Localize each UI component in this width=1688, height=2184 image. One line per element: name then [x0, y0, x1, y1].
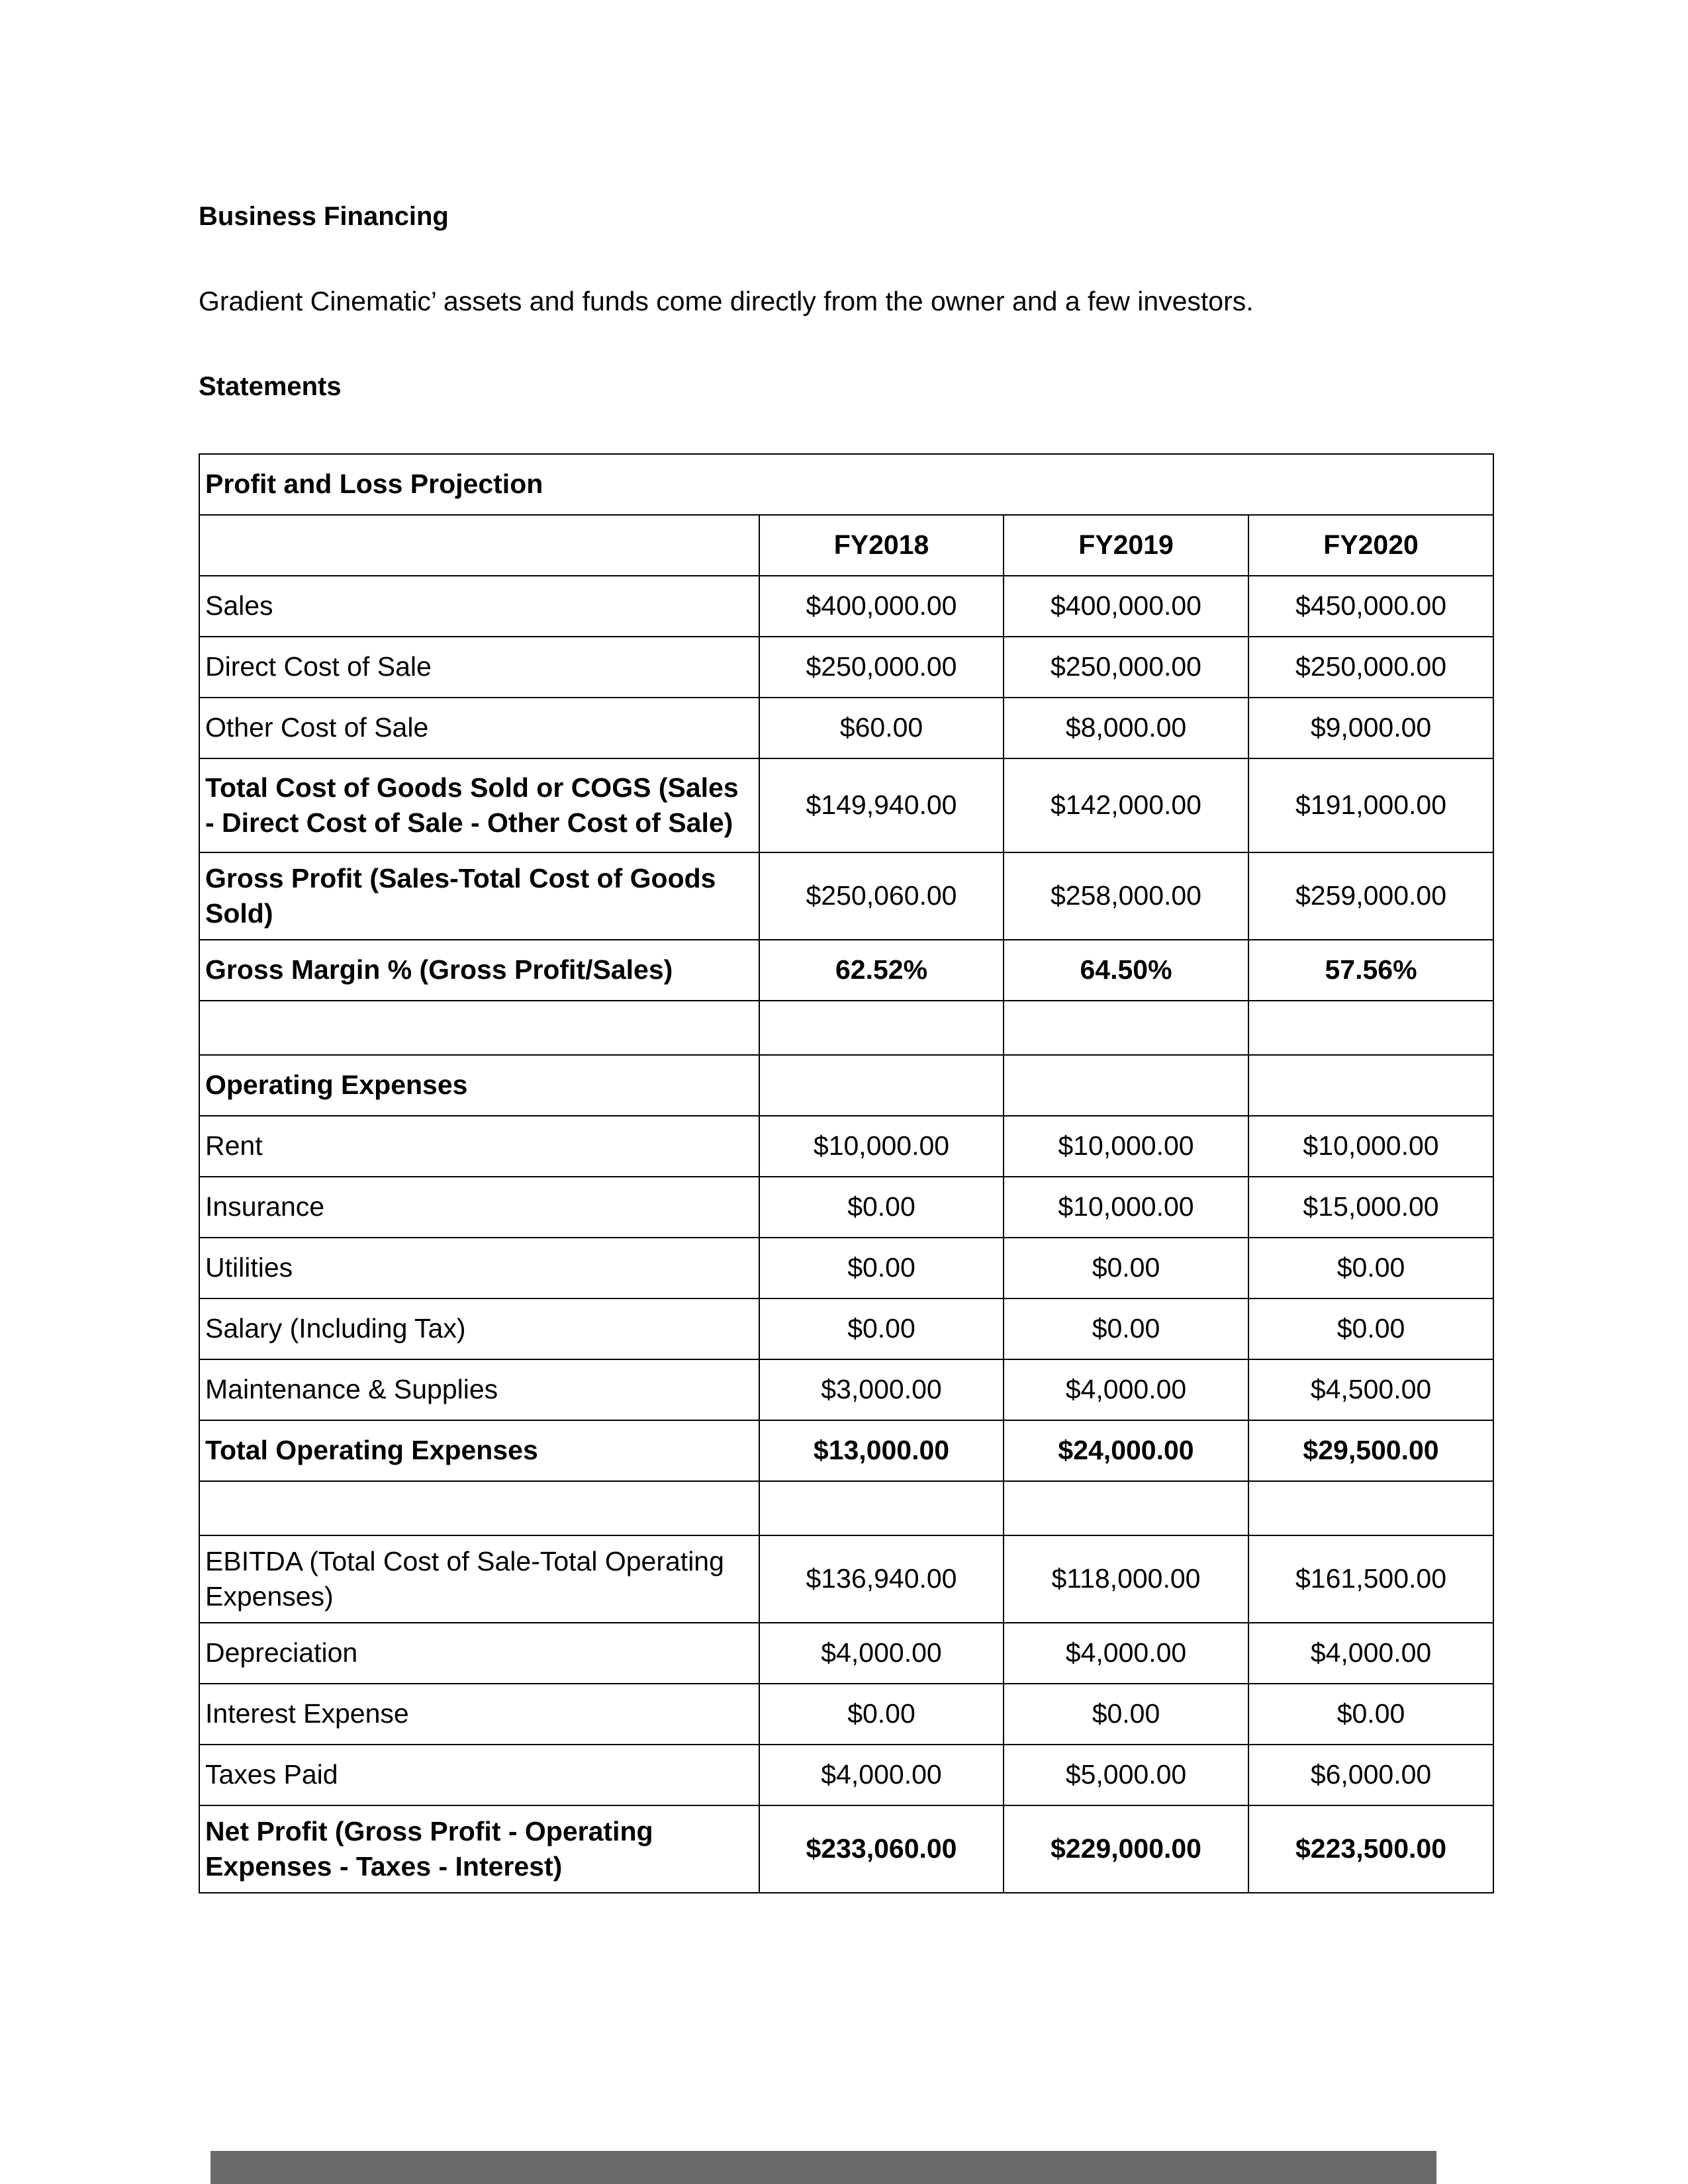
cell-fy2020: $0.00: [1248, 1298, 1493, 1359]
cell-fy2019: $8,000.00: [1004, 698, 1248, 758]
cell-fy2018: 62.52%: [759, 940, 1004, 1001]
row-label: Insurance: [199, 1177, 759, 1238]
cell-fy2020: $10,000.00: [1248, 1116, 1493, 1177]
row-label: Gross Profit (Sales-Total Cost of Goods Sold): [199, 852, 759, 940]
cell-fy2018: $3,000.00: [759, 1359, 1004, 1420]
cell-fy2019: $10,000.00: [1004, 1177, 1248, 1238]
statements-heading: Statements: [199, 372, 342, 401]
table-row-other-cost: [199, 698, 1493, 758]
section-label: Operating Expenses: [199, 1055, 759, 1116]
row-label: Total Cost of Goods Sold or COGS (Sales - Direct Cost of Sale - Other Cost of Sale): [199, 758, 759, 852]
footer-bar: [211, 2151, 1436, 2184]
cell-fy2019: $4,000.00: [1004, 1623, 1248, 1684]
cell-fy2018: $136,940.00: [759, 1535, 1004, 1623]
cell-fy2019: $0.00: [1004, 1238, 1248, 1298]
row-label: EBITDA (Total Cost of Sale-Total Operating Expenses): [199, 1535, 759, 1623]
table-row-salary: [199, 1298, 1493, 1359]
row-label: Total Operating Expenses: [199, 1420, 759, 1481]
table-row-direct-cost: [199, 637, 1493, 698]
cell-fy2019: $400,000.00: [1004, 576, 1248, 637]
cell-fy2019: $0.00: [1004, 1684, 1248, 1745]
cell-fy2020: $191,000.00: [1248, 758, 1493, 852]
table-row-gross-margin: [199, 940, 1493, 1001]
table-row-operating-expenses-header: [199, 1055, 1493, 1116]
table-row-rent: [199, 1116, 1493, 1177]
table-row-depreciation: [199, 1623, 1493, 1684]
cell-fy2020: $259,000.00: [1248, 852, 1493, 940]
cell-fy2018: $13,000.00: [759, 1420, 1004, 1481]
table-row-ebitda: [199, 1535, 1493, 1623]
cell-fy2018: $60.00: [759, 698, 1004, 758]
table-title: Profit and Loss Projection: [199, 454, 1493, 515]
table-row-cogs: [199, 758, 1493, 852]
column-header-fy2018: FY2018: [759, 515, 1004, 576]
cell-fy2018: $10,000.00: [759, 1116, 1004, 1177]
table-row-spacer: [199, 1001, 1493, 1055]
cell-fy2020: $6,000.00: [1248, 1745, 1493, 1805]
row-label: Salary (Including Tax): [199, 1298, 759, 1359]
cell-fy2019: $229,000.00: [1004, 1805, 1248, 1893]
column-header-fy2019: FY2019: [1004, 515, 1248, 576]
row-label: Depreciation: [199, 1623, 759, 1684]
cell-fy2020: $223,500.00: [1248, 1805, 1493, 1893]
row-label: Sales: [199, 576, 759, 637]
cell-fy2018: $0.00: [759, 1238, 1004, 1298]
table-row-maintenance: [199, 1359, 1493, 1420]
row-label: Rent: [199, 1116, 759, 1177]
row-label: Taxes Paid: [199, 1745, 759, 1805]
cell-fy2019: $5,000.00: [1004, 1745, 1248, 1805]
cell-fy2019: $118,000.00: [1004, 1535, 1248, 1623]
cell-fy2020: $4,000.00: [1248, 1623, 1493, 1684]
column-header-fy2020: FY2020: [1248, 515, 1493, 576]
table-title-row: [199, 454, 1493, 515]
cell-fy2020: $250,000.00: [1248, 637, 1493, 698]
cell-fy2019: $0.00: [1004, 1298, 1248, 1359]
cell-fy2018: $233,060.00: [759, 1805, 1004, 1893]
row-label: Direct Cost of Sale: [199, 637, 759, 698]
table-row-gross-profit: [199, 852, 1493, 940]
table-row-spacer: [199, 1481, 1493, 1535]
table-row-utilities: [199, 1238, 1493, 1298]
cell-fy2020: $0.00: [1248, 1684, 1493, 1745]
cell-fy2020: $161,500.00: [1248, 1535, 1493, 1623]
row-label: Other Cost of Sale: [199, 698, 759, 758]
cell-fy2018: $0.00: [759, 1177, 1004, 1238]
table-row-interest-expense: [199, 1684, 1493, 1745]
cell-fy2019: $258,000.00: [1004, 852, 1248, 940]
row-label: Net Profit (Gross Profit - Operating Expenses - Taxes - Interest): [199, 1805, 759, 1893]
cell-fy2020: $4,500.00: [1248, 1359, 1493, 1420]
profit-loss-table: [199, 453, 1494, 1893]
cell-fy2018: $4,000.00: [759, 1745, 1004, 1805]
cell-fy2020: $29,500.00: [1248, 1420, 1493, 1481]
cell-fy2020: 57.56%: [1248, 940, 1493, 1001]
business-financing-heading: Business Financing: [199, 202, 449, 231]
cell-fy2019: $10,000.00: [1004, 1116, 1248, 1177]
cell-fy2019: $250,000.00: [1004, 637, 1248, 698]
table-row-net-profit: [199, 1805, 1493, 1893]
cell-fy2018: $4,000.00: [759, 1623, 1004, 1684]
row-label: Utilities: [199, 1238, 759, 1298]
table-row-total-operating-expenses: [199, 1420, 1493, 1481]
cell-fy2018: $250,000.00: [759, 637, 1004, 698]
row-label: Interest Expense: [199, 1684, 759, 1745]
cell-fy2020: $9,000.00: [1248, 698, 1493, 758]
cell-fy2019: $4,000.00: [1004, 1359, 1248, 1420]
cell-fy2020: $15,000.00: [1248, 1177, 1493, 1238]
table-header-row: [199, 515, 1493, 576]
cell-fy2018: $400,000.00: [759, 576, 1004, 637]
cell-fy2019: $142,000.00: [1004, 758, 1248, 852]
row-label: Gross Margin % (Gross Profit/Sales): [199, 940, 759, 1001]
table-row-insurance: [199, 1177, 1493, 1238]
cell-fy2018: $250,060.00: [759, 852, 1004, 940]
row-label: Maintenance & Supplies: [199, 1359, 759, 1420]
cell-fy2020: $450,000.00: [1248, 576, 1493, 637]
table-row-taxes-paid: [199, 1745, 1493, 1805]
cell-fy2019: 64.50%: [1004, 940, 1248, 1001]
cell-fy2020: $0.00: [1248, 1238, 1493, 1298]
header-empty-cell: [199, 515, 759, 576]
cell-fy2018: $149,940.00: [759, 758, 1004, 852]
financing-paragraph: Gradient Cinematic’ assets and funds come directly from the owner and a few investors.: [199, 286, 1254, 316]
cell-fy2019: $24,000.00: [1004, 1420, 1248, 1481]
cell-fy2018: $0.00: [759, 1298, 1004, 1359]
table-row-sales: [199, 576, 1493, 637]
cell-fy2018: $0.00: [759, 1684, 1004, 1745]
